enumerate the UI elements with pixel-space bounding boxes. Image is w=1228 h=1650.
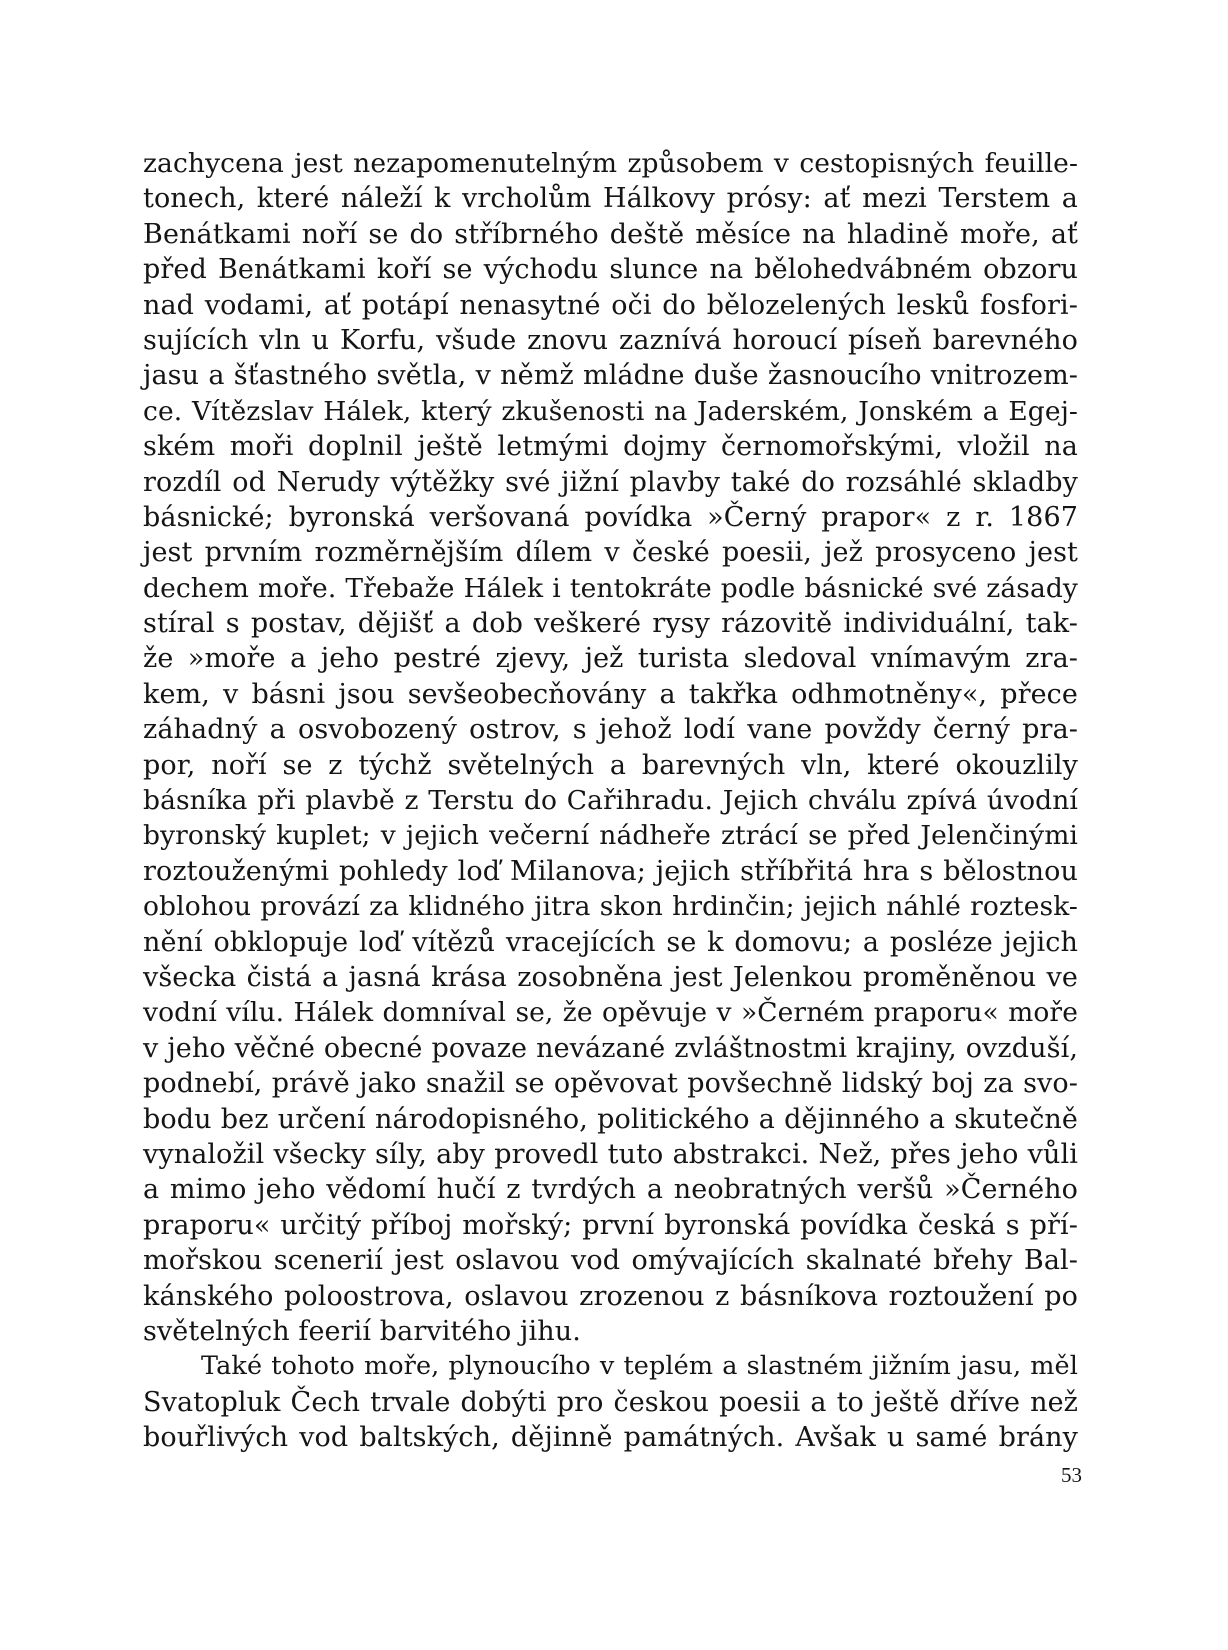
text-line-28: bodu bez určení národopisného, politického a dějinného a skutečně: [143, 1103, 1078, 1135]
text-line-19: básníka při plavbě z Terstu do Cařihradu. Jejich chválu zpívá úvodní: [143, 785, 1078, 817]
text-line-37: bouřlivých vod baltských, dějinně památných. Avšak u samé brány: [143, 1422, 1078, 1454]
text-line-9: ském moři doplnil ještě letmými dojmy černomořskými, vložil na: [143, 431, 1078, 463]
text-line-12: jest prvním rozměrnějším dílem v české poesii, jež prosyceno jest: [143, 537, 1078, 569]
text-line-1: zachycena jest nezapomenutelným způsobem v cestopisných feuille-: [143, 148, 1078, 179]
text-line-30: a mimo jeho vědomí hučí z tvrdých a neobratných veršů »Černého: [143, 1174, 1078, 1206]
text-line-2: tonech, které náleží k vrcholům Hálkovy prósy: ať mezi Terstem a: [143, 183, 1078, 215]
text-line-4: před Benátkami koří se východu slunce na bělohedvábném obzoru: [143, 254, 1078, 286]
text-line-33: kánského poloostrova, oslavou zrozenou z básníkova roztoužení po: [143, 1280, 1078, 1312]
text-line-6: sujících vln u Korfu, všude znovu zaznívá horoucí píseň barevného: [143, 324, 1078, 356]
text-line-13: dechem moře. Třebaže Hálek i tentokráte podle básnické své zásady: [143, 572, 1078, 604]
text-line-10: rozdíl od Nerudy výtěžky své jižní plavby také do rozsáhlé skladby: [143, 466, 1078, 498]
text-line-36: Svatopluk Čech trvale dobýti pro českou poesii a to ještě dříve než: [143, 1386, 1078, 1418]
text-line-31: praporu« určitý příboj mořský; první byronská povídka česká s pří-: [143, 1209, 1078, 1241]
text-line-25: vodní vílu. Hálek domníval se, že opěvuje v »Černém praporu« moře: [143, 997, 1078, 1029]
text-line-23: nění obklopuje loď vítězů vracejících se k domovu; a posléze jejich: [143, 926, 1078, 958]
text-line-15: že »moře a jeho pestré zjevy, jež turista sledoval vnímavým zra-: [143, 643, 1078, 675]
text-line-34: světelných feerií barvitého jihu.: [143, 1315, 581, 1347]
text-line-20: byronský kuplet; v jejich večerní nádheře ztrácí se před Jelenčinými: [143, 820, 1078, 852]
text-line-29: vynaložil všecky síly, aby provedl tuto abstrakci. Než, přes jeho vůli: [143, 1138, 1078, 1170]
text-line-18: por, noří se z týchž světelných a barevných vln, které okouzlily: [143, 749, 1078, 781]
text-line-11: básnické; byronská veršovaná povídka »Černý prapor« z r. 1867: [143, 501, 1078, 533]
text-line-24: všecka čistá a jasná krása zosobněna jest Jelenkou proměněnou ve: [143, 961, 1078, 993]
text-line-8: ce. Vítězslav Hálek, který zkušenosti na Jaderském, Jonském a Egej-: [143, 395, 1078, 427]
text-line-26: v jeho věčné obecné povaze nevázané zvláštnostmi krajiny, ovzduší,: [143, 1032, 1078, 1064]
text-line-35: Také tohoto moře, plynoucího v teplém a slastném jižním jasu, měl: [201, 1351, 1078, 1382]
text-line-3: Benátkami noří se do stříbrného deště měsíce na hladině moře, ať: [143, 218, 1078, 250]
page-number: 53: [1061, 1463, 1082, 1487]
text-line-5: nad vodami, ať potápí nenasytné oči do bělozelených lesků fosfori-: [143, 289, 1078, 321]
text-line-14: stíral s postav, dějišť a dob veškeré rysy rázovitě individuální, tak-: [143, 608, 1078, 640]
text-line-17: záhadný a osvobozený ostrov, s jehož lodí vane povždy černý pra-: [143, 714, 1078, 746]
text-line-32: mořskou scenerií jest oslavou vod omývajících skalnaté břehy Bal-: [143, 1245, 1078, 1277]
text-line-22: oblohou provází za klidného jitra skon hrdinčin; jejich náhlé roztesk-: [143, 891, 1078, 923]
text-line-16: kem, v básni jsou sevšeobecňovány a takřka odhmotněny«, přece: [143, 678, 1078, 710]
text-line-27: podnebí, právě jako snažil se opěvovat povšechně lidský boj za svo-: [143, 1068, 1078, 1100]
text-line-7: jasu a šťastného světla, v němž mládne duše žasnoucího vnitrozem-: [143, 360, 1078, 392]
text-line-21: roztouženými pohledy loď Milanova; jejich stříbřitá hra s bělostnou: [143, 855, 1078, 887]
body-text: [143, 146, 1078, 1455]
